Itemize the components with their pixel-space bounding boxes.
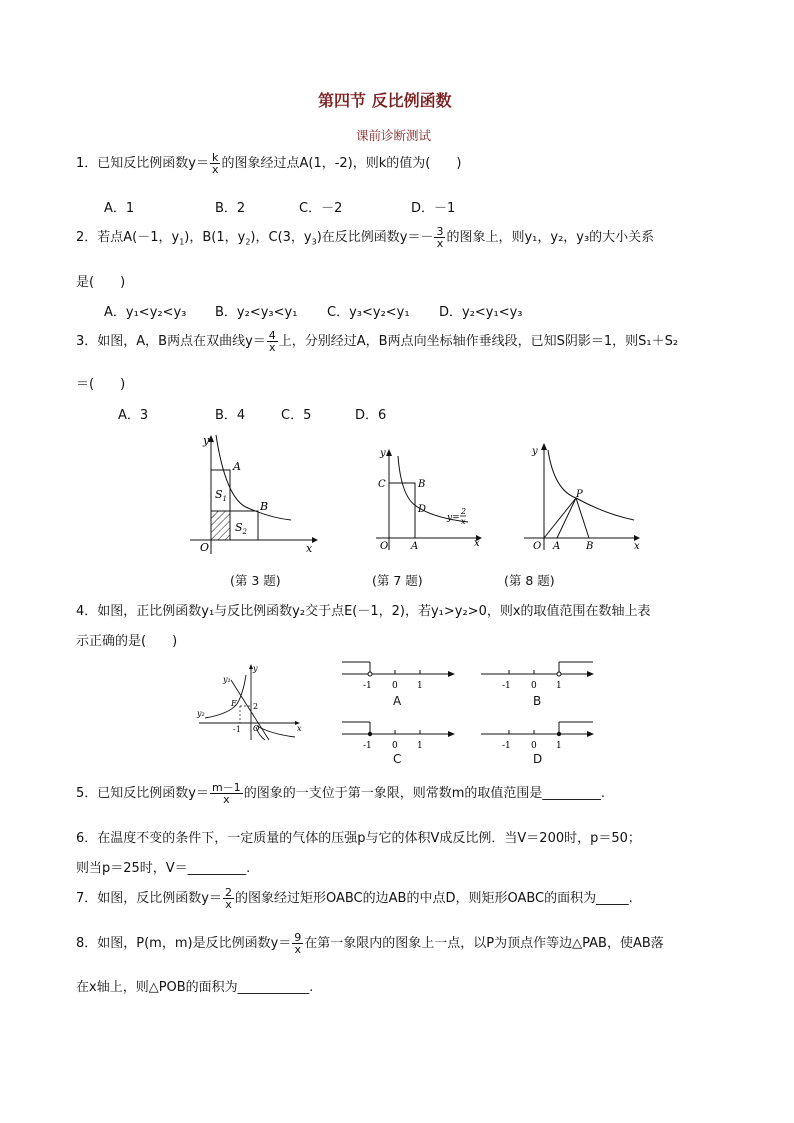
question-4-line-2: 示正确的是( )	[76, 634, 178, 649]
tick-label-neg1: -1	[363, 741, 372, 751]
question-3: 3．如图，A，B两点在双曲线y＝ $\frac{4}{x}$ 上，分别经过A，B两点向坐标轴作垂线段，已知S阴影＝1，则S₁＋S₂	[76, 329, 679, 354]
caption-fig3: (第 3 题)	[230, 573, 281, 588]
q1-option-b: B．2	[215, 201, 246, 216]
figure-8	[520, 438, 650, 556]
question-8: 8．如图，P(m，m)是反比例函数y＝ $\frac{9}{x}$ 在第一象限内的图象上一点，以P为顶点作等边△PAB，使AB落	[76, 931, 664, 956]
tick-label-1: 1	[417, 681, 423, 691]
q1-option-d: D．－1	[411, 201, 456, 216]
figure-4-graph	[193, 660, 305, 742]
hyperbola-branch-right	[256, 726, 295, 740]
hyperbola-curve	[216, 435, 291, 520]
q2-option-b: B．y₂<y₃<y₁	[215, 305, 298, 320]
tick-label-0: 0	[531, 741, 537, 751]
question-6-line-1: 6．在温度不变的条件下，一定质量的气体的压强p与它的体积V成反比例．当V＝200时，p＝50；	[76, 831, 641, 846]
tick-label-1: 1	[556, 741, 562, 751]
q3-option-b: B．4	[215, 408, 246, 423]
q3-option-a: A．3	[118, 408, 149, 423]
q1-fraction: $\frac{k}{x}$	[211, 151, 219, 176]
q1-option-c: C．－2	[299, 201, 343, 216]
q2-option-c: C．y₃<y₂<y₁	[327, 305, 410, 320]
shaded-area	[211, 511, 230, 540]
axis-arrow	[587, 731, 594, 737]
label-function-num: 2	[461, 507, 467, 516]
label-a: A	[233, 460, 241, 473]
label-a: A	[411, 541, 419, 552]
option-label-c: C	[393, 752, 402, 766]
label-function: y=	[447, 513, 460, 523]
page-title: 第四节 反比例函数	[318, 91, 452, 110]
q3-fraction: $\frac{4}{x}$	[268, 329, 276, 354]
label-b: B	[418, 479, 426, 490]
q3-line-2: ＝( )	[76, 377, 126, 392]
number-line-a	[338, 658, 458, 694]
q1-text-post: 的图象经过点A(1，-2)，则k的值为( )	[221, 156, 462, 171]
q2-option-a: A．y₁<y₂<y₃	[104, 305, 187, 320]
label-y: y	[253, 664, 258, 673]
x-axis-arrow	[312, 537, 318, 543]
label-o: O	[380, 541, 389, 552]
question-6-line-2: 则当p＝25时，V＝_________.	[76, 861, 251, 876]
tick-label-neg1: -1	[502, 681, 511, 691]
question-5: 5．已知反比例函数y＝ $\frac{m-1}{x}$ 的图象的一支位于第一象限，则常数m的取值范围是_________.	[76, 781, 605, 806]
number-line-c	[338, 718, 458, 754]
label-o: O	[533, 541, 542, 552]
q5-fraction: $\frac{m-1}{x}$	[211, 781, 241, 806]
label-o: O	[200, 541, 210, 554]
label-2: 2	[253, 702, 259, 711]
tick-label-neg1: -1	[363, 681, 372, 691]
label-s2: $S_2$	[235, 521, 248, 536]
number-line-b	[477, 658, 601, 694]
label-s1: $S_1$	[215, 488, 228, 503]
q3-option-c: C．5	[281, 408, 312, 423]
tick-label-neg1: -1	[502, 741, 511, 751]
q2-option-d: D．y₂<y₁<y₃	[439, 305, 523, 320]
axis-arrow	[587, 671, 594, 677]
tick-label-1: 1	[556, 681, 562, 691]
label-e: E	[231, 699, 237, 708]
label-x: x	[306, 542, 313, 555]
axis-arrow	[448, 731, 455, 737]
y-axis-arrow	[386, 449, 392, 456]
label-c: C	[378, 479, 386, 490]
label-y: y	[380, 448, 386, 459]
label-o: O	[253, 724, 260, 733]
option-label-b: B	[533, 694, 542, 708]
tick-label-0: 0	[392, 741, 398, 751]
endpoint-closed	[368, 732, 372, 736]
q3-option-d: D．6	[355, 408, 387, 423]
tick-label-0: 0	[392, 681, 398, 691]
question-4-line-1: 4．如图，正比例函数y₁与反比例函数y₂交于点E(－1，2)，若y₁>y₂>0，则x的取值范围在数轴上表	[76, 604, 651, 619]
label-x: x	[474, 538, 480, 549]
q8-fraction: $\frac{9}{x}$	[294, 931, 302, 956]
endpoint-open	[557, 672, 561, 676]
endpoint-closed	[557, 732, 561, 736]
label-y1: y₁	[223, 675, 231, 684]
q1-option-a: A．1	[104, 201, 135, 216]
q1-text-pre: 1．已知反比例函数y＝	[76, 156, 209, 171]
question-1	[76, 152, 461, 175]
endpoint-open	[368, 672, 372, 676]
label-function-den: x	[461, 517, 466, 526]
hyperbola-curve	[548, 450, 634, 520]
label-a: A	[553, 541, 561, 552]
label-d: D	[418, 504, 427, 515]
label-y: y	[203, 434, 210, 447]
q2-fraction: $\frac{3}{x}$	[436, 225, 444, 250]
page-subtitle: 课前诊断测试	[356, 128, 432, 143]
y-axis-arrow	[541, 443, 547, 450]
tick-label-0: 0	[531, 681, 537, 691]
question-8-line-2: 在x轴上，则△POB的面积为___________.	[76, 980, 314, 995]
label-b: B	[260, 500, 269, 513]
label-y: y	[532, 446, 538, 457]
option-label-d: D	[533, 752, 543, 766]
label-p: P	[576, 489, 583, 500]
label-b: B	[586, 541, 594, 552]
option-label-a: A	[393, 694, 402, 708]
q7-fraction: $\frac{2}{x}$	[224, 886, 232, 911]
label-x: x	[634, 541, 640, 552]
figure-3	[186, 430, 322, 558]
rectangle-oabc	[389, 483, 415, 538]
number-line-d	[477, 718, 601, 754]
label-y2: y₂	[197, 709, 205, 718]
figure-7	[368, 446, 488, 556]
question-2: 2．若点A(－1，$y_1$)，B(1，$y_2$)，C(3，$y_3$)在反比例函数y＝－ $\frac{3}{x}$ 的图象上，则y₁，y₂，y₃的大小关系	[76, 225, 655, 250]
axis-arrow	[448, 671, 455, 677]
caption-fig8: (第 8 题)	[504, 573, 555, 588]
label-neg1: -1	[233, 725, 241, 734]
tick-label-1: 1	[417, 741, 423, 751]
caption-fig7: (第 7 题)	[372, 573, 423, 588]
label-x: x	[297, 724, 302, 733]
q2-line-2: 是( )	[76, 275, 126, 290]
question-7: 7．如图，反比例函数y＝ $\frac{2}{x}$ 的图象经过矩形OABC的边AB的中点D，则矩形OABC的面积为_____.	[76, 886, 633, 911]
